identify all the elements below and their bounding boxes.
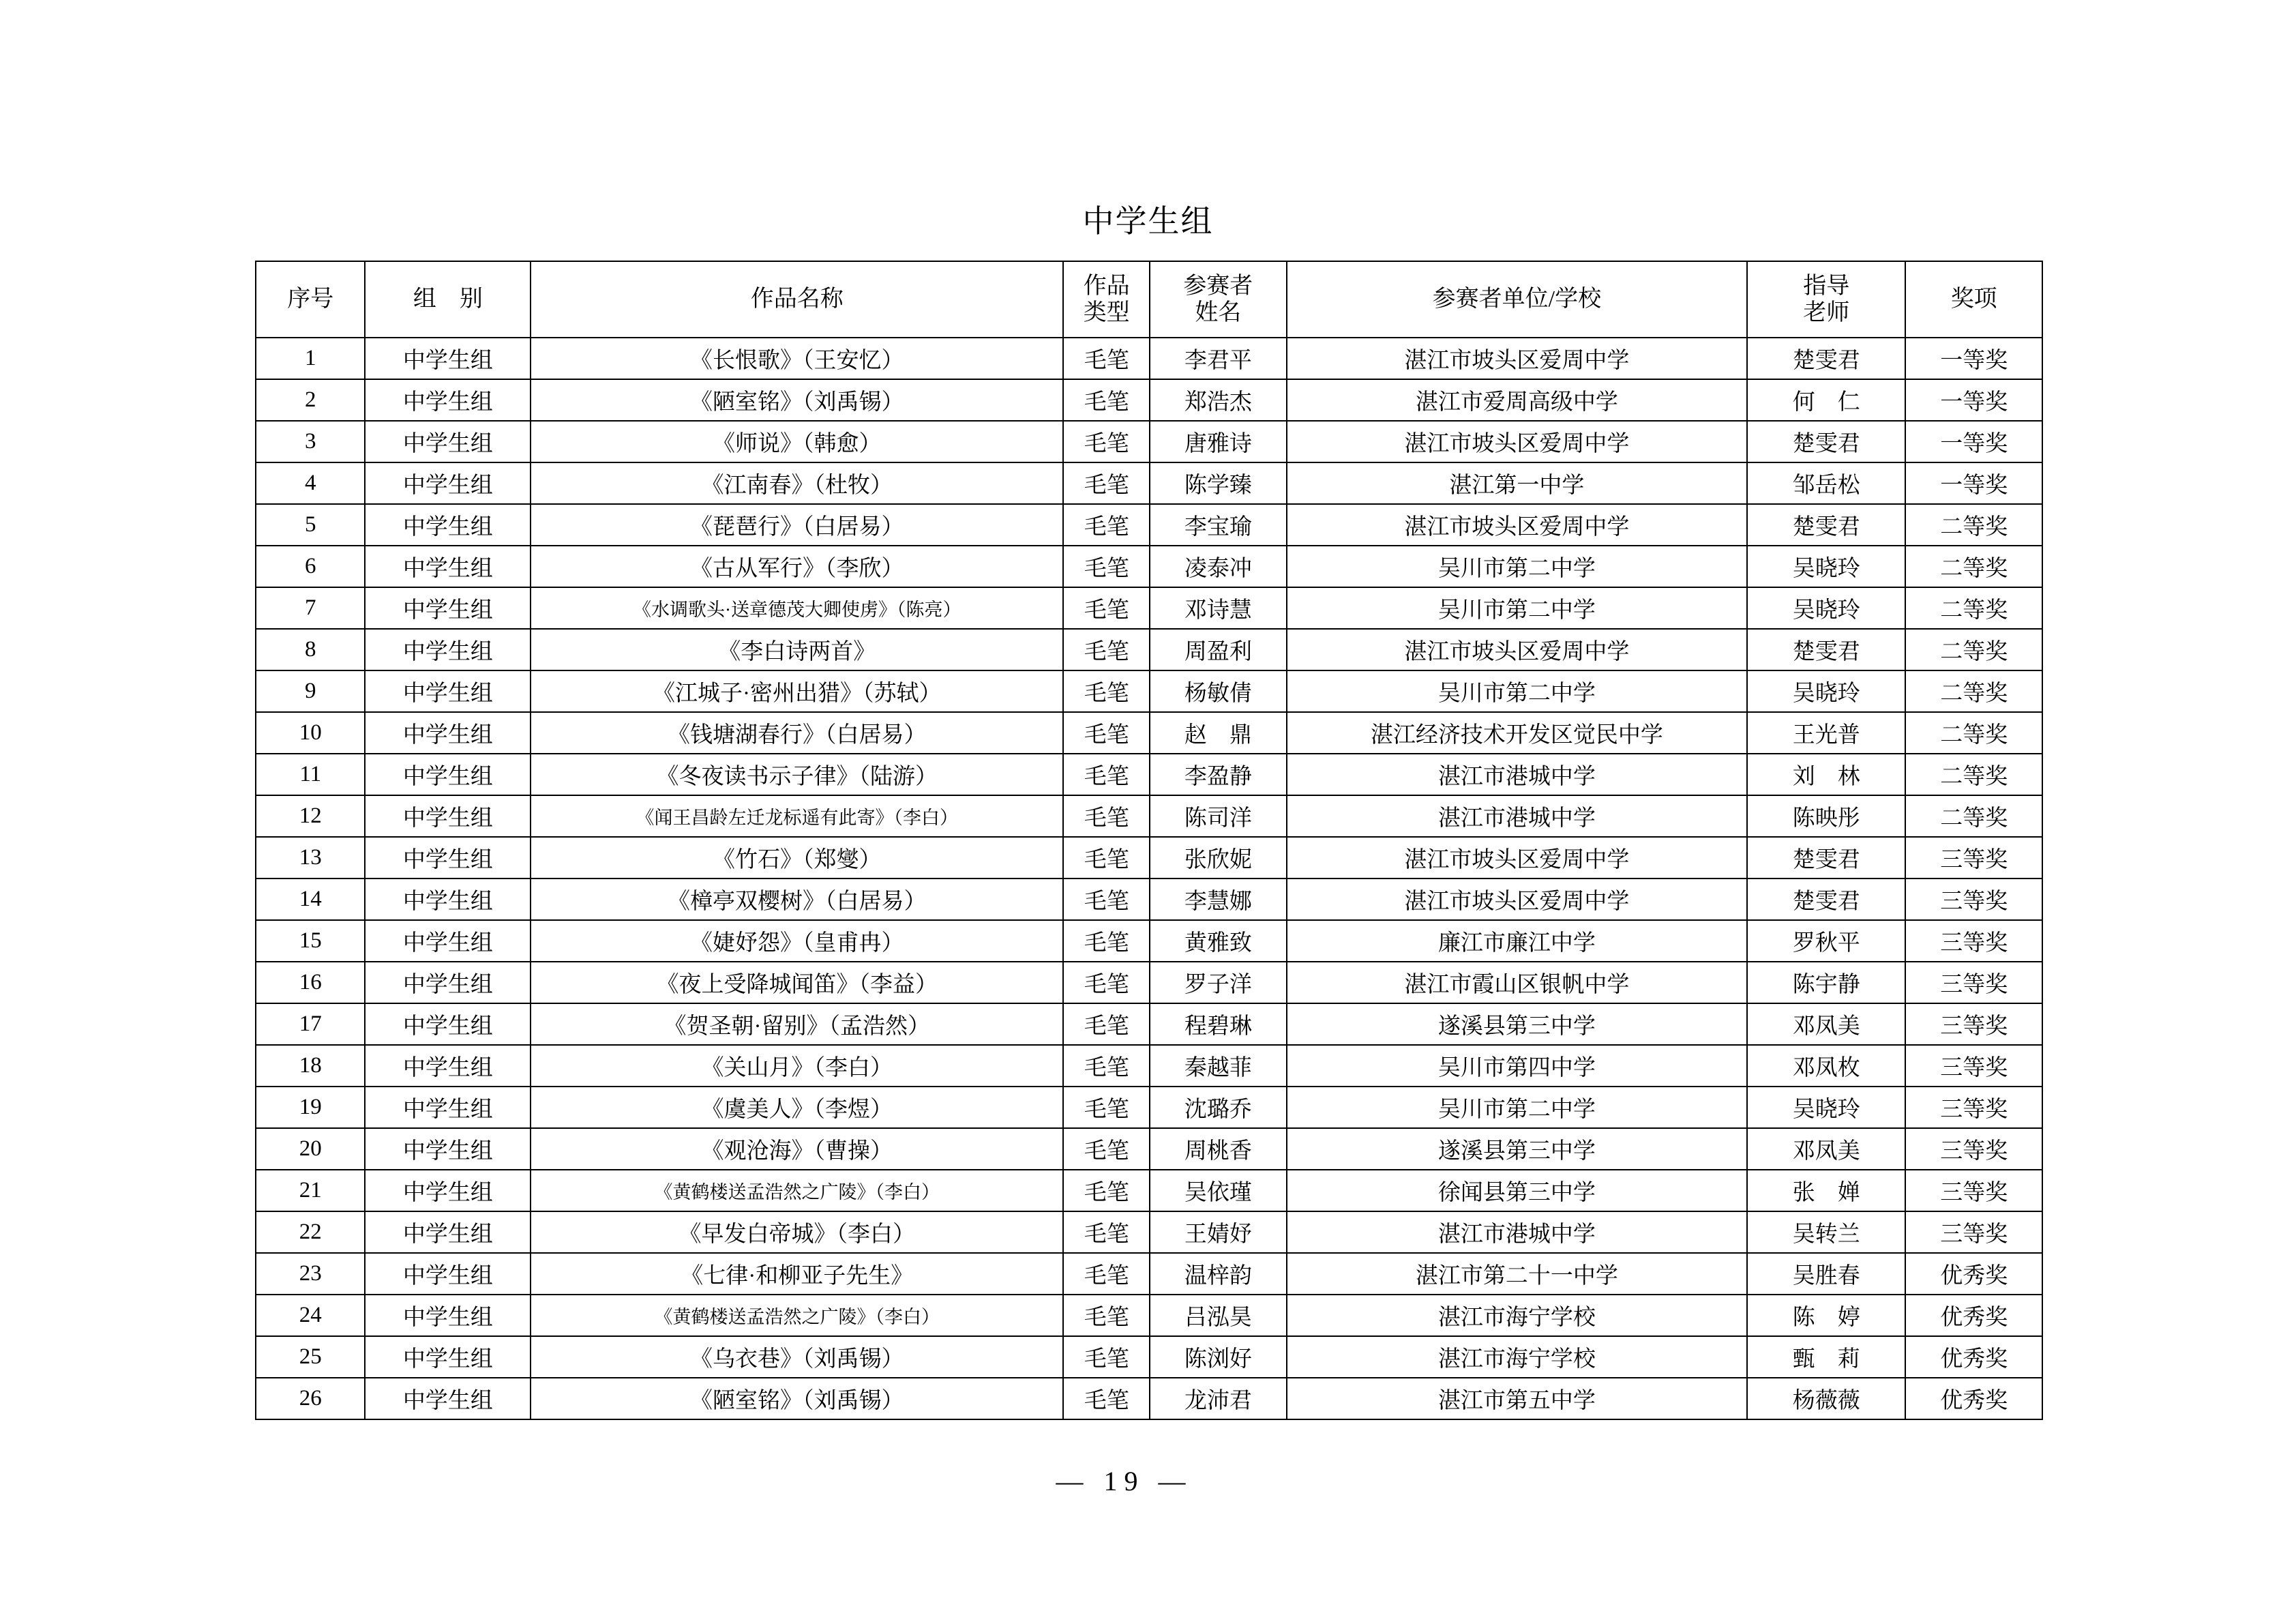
table-row (256, 962, 2042, 1003)
cell-index: 20 (256, 1128, 365, 1170)
cell-group: 中学生组 (365, 837, 531, 879)
table-row (256, 920, 2042, 962)
cell-award: 优秀奖 (1905, 1336, 2042, 1378)
cell-participant: 李宝瑜 (1150, 504, 1287, 546)
header-participant-line2: 姓名 (1195, 300, 1242, 325)
cell-organization: 湛江市第二十一中学 (1287, 1253, 1748, 1295)
cell-award: 优秀奖 (1905, 1295, 2042, 1336)
cell-group: 中学生组 (365, 712, 531, 754)
cell-work: 《樟亭双樱树》（白居易） (531, 879, 1063, 920)
table-row (256, 587, 2042, 629)
cell-index: 11 (256, 754, 365, 795)
table-header-row (256, 261, 2042, 338)
cell-group: 中学生组 (365, 504, 531, 546)
cell-participant: 杨敏倩 (1150, 670, 1287, 712)
cell-group: 中学生组 (365, 670, 531, 712)
cell-teacher: 甄 莉 (1747, 1336, 1905, 1378)
cell-award: 三等奖 (1905, 920, 2042, 962)
cell-work: 《陋室铭》（刘禹锡） (531, 379, 1063, 421)
cell-participant: 沈璐乔 (1150, 1087, 1287, 1128)
cell-teacher: 张 婵 (1747, 1170, 1905, 1211)
cell-organization: 湛江市港城中学 (1287, 1211, 1748, 1253)
cell-group: 中学生组 (365, 1170, 531, 1211)
cell-participant: 周盈利 (1150, 629, 1287, 670)
cell-organization: 湛江市坡头区爱周中学 (1287, 629, 1748, 670)
cell-work: 《古从军行》（李欣） (531, 546, 1063, 587)
cell-type: 毛笔 (1063, 962, 1150, 1003)
cell-type: 毛笔 (1063, 754, 1150, 795)
cell-group: 中学生组 (365, 379, 531, 421)
cell-participant: 程碧琳 (1150, 1003, 1287, 1045)
cell-work: 《早发白帝城》（李白） (531, 1211, 1063, 1253)
cell-participant: 张欣妮 (1150, 837, 1287, 879)
cell-index: 3 (256, 421, 365, 462)
cell-organization: 吴川市第四中学 (1287, 1045, 1748, 1087)
cell-participant: 陈浏好 (1150, 1336, 1287, 1378)
cell-participant: 吴依瑾 (1150, 1170, 1287, 1211)
cell-group: 中学生组 (365, 754, 531, 795)
header-type (1063, 261, 1150, 338)
cell-group: 中学生组 (365, 1045, 531, 1087)
cell-index: 18 (256, 1045, 365, 1087)
cell-type: 毛笔 (1063, 1170, 1150, 1211)
cell-work: 《长恨歌》（王安忆） (531, 338, 1063, 379)
page-number: — 19 — (1056, 1466, 1193, 1496)
cell-type: 毛笔 (1063, 879, 1150, 920)
header-type-line1: 作品 (1083, 273, 1130, 299)
cell-teacher: 邓凤美 (1747, 1003, 1905, 1045)
header-teacher-line2: 老师 (1803, 300, 1850, 325)
table-row (256, 546, 2042, 587)
cell-work: 《黄鹤楼送孟浩然之广陵》（李白） (531, 1295, 1063, 1336)
cell-teacher: 邓凤美 (1747, 1128, 1905, 1170)
cell-award: 一等奖 (1905, 338, 2042, 379)
cell-participant: 秦越菲 (1150, 1045, 1287, 1087)
cell-organization: 徐闻县第三中学 (1287, 1170, 1748, 1211)
cell-index: 1 (256, 338, 365, 379)
cell-organization: 遂溪县第三中学 (1287, 1128, 1748, 1170)
cell-organization: 湛江第一中学 (1287, 462, 1748, 504)
cell-type: 毛笔 (1063, 712, 1150, 754)
cell-participant: 邓诗慧 (1150, 587, 1287, 629)
cell-teacher: 楚雯君 (1747, 837, 1905, 879)
cell-work: 《七律·和柳亚子先生》 (531, 1253, 1063, 1295)
header-organization: 参赛者单位/学校 (1287, 261, 1748, 338)
cell-work: 《观沧海》（曹操） (531, 1128, 1063, 1170)
cell-award: 三等奖 (1905, 962, 2042, 1003)
cell-teacher: 楚雯君 (1747, 421, 1905, 462)
cell-organization: 湛江市爱周高级中学 (1287, 379, 1748, 421)
cell-work: 《李白诗两首》 (531, 629, 1063, 670)
cell-participant: 李君平 (1150, 338, 1287, 379)
cell-group: 中学生组 (365, 920, 531, 962)
cell-organization: 吴川市第二中学 (1287, 670, 1748, 712)
cell-group: 中学生组 (365, 1336, 531, 1378)
cell-participant: 赵 鼎 (1150, 712, 1287, 754)
cell-participant: 罗子洋 (1150, 962, 1287, 1003)
table-row (256, 754, 2042, 795)
cell-work: 《水调歌头·送章德茂大卿使虏》（陈亮） (531, 587, 1063, 629)
cell-type: 毛笔 (1063, 629, 1150, 670)
cell-index: 7 (256, 587, 365, 629)
table-row (256, 1003, 2042, 1045)
cell-teacher: 楚雯君 (1747, 338, 1905, 379)
cell-work: 《师说》（韩愈） (531, 421, 1063, 462)
cell-type: 毛笔 (1063, 1087, 1150, 1128)
cell-work: 《关山月》（李白） (531, 1045, 1063, 1087)
cell-index: 6 (256, 546, 365, 587)
cell-group: 中学生组 (365, 1295, 531, 1336)
cell-teacher: 楚雯君 (1747, 879, 1905, 920)
cell-group: 中学生组 (365, 1211, 531, 1253)
cell-work: 《夜上受降城闻笛》（李益） (531, 962, 1063, 1003)
cell-award: 二等奖 (1905, 712, 2042, 754)
cell-teacher: 吴晓玲 (1747, 1087, 1905, 1128)
cell-type: 毛笔 (1063, 795, 1150, 837)
cell-index: 22 (256, 1211, 365, 1253)
cell-teacher: 何 仁 (1747, 379, 1905, 421)
cell-group: 中学生组 (365, 795, 531, 837)
table-row (256, 629, 2042, 670)
cell-work: 《乌衣巷》（刘禹锡） (531, 1336, 1063, 1378)
table-row (256, 795, 2042, 837)
cell-type: 毛笔 (1063, 837, 1150, 879)
cell-index: 23 (256, 1253, 365, 1295)
cell-teacher: 刘 林 (1747, 754, 1905, 795)
cell-work: 《琵琶行》（白居易） (531, 504, 1063, 546)
cell-organization: 湛江市港城中学 (1287, 754, 1748, 795)
cell-participant: 郑浩杰 (1150, 379, 1287, 421)
cell-type: 毛笔 (1063, 1253, 1150, 1295)
cell-award: 一等奖 (1905, 379, 2042, 421)
cell-teacher: 罗秋平 (1747, 920, 1905, 962)
table-row (256, 462, 2042, 504)
cell-index: 14 (256, 879, 365, 920)
cell-work: 《江南春》（杜牧） (531, 462, 1063, 504)
table-row (256, 1170, 2042, 1211)
cell-type: 毛笔 (1063, 1128, 1150, 1170)
cell-type: 毛笔 (1063, 920, 1150, 962)
cell-participant: 陈司洋 (1150, 795, 1287, 837)
cell-index: 10 (256, 712, 365, 754)
cell-group: 中学生组 (365, 962, 531, 1003)
table-row (256, 379, 2042, 421)
cell-type: 毛笔 (1063, 338, 1150, 379)
header-participant-line1: 参赛者 (1183, 273, 1253, 299)
cell-index: 9 (256, 670, 365, 712)
cell-award: 二等奖 (1905, 587, 2042, 629)
cell-organization: 吴川市第二中学 (1287, 587, 1748, 629)
cell-organization: 湛江市坡头区爱周中学 (1287, 837, 1748, 879)
cell-type: 毛笔 (1063, 1378, 1150, 1419)
cell-organization: 湛江经济技术开发区觉民中学 (1287, 712, 1748, 754)
header-work: 作品名称 (531, 261, 1063, 338)
cell-group: 中学生组 (365, 1128, 531, 1170)
cell-participant: 凌泰冲 (1150, 546, 1287, 587)
cell-work: 《虞美人》（李煜） (531, 1087, 1063, 1128)
cell-organization: 湛江市坡头区爱周中学 (1287, 338, 1748, 379)
cell-award: 三等奖 (1905, 1045, 2042, 1087)
cell-teacher: 吴晓玲 (1747, 670, 1905, 712)
cell-organization: 湛江市坡头区爱周中学 (1287, 879, 1748, 920)
cell-group: 中学生组 (365, 587, 531, 629)
header-award: 奖项 (1905, 261, 2042, 338)
header-index: 序号 (256, 261, 365, 338)
cell-index: 16 (256, 962, 365, 1003)
cell-award: 三等奖 (1905, 1003, 2042, 1045)
cell-award: 优秀奖 (1905, 1378, 2042, 1419)
cell-award: 三等奖 (1905, 1211, 2042, 1253)
table-row (256, 338, 2042, 379)
table-row (256, 1295, 2042, 1336)
cell-index: 5 (256, 504, 365, 546)
cell-work: 《陋室铭》（刘禹锡） (531, 1378, 1063, 1419)
cell-organization: 廉江市廉江中学 (1287, 920, 1748, 962)
cell-organization: 湛江市霞山区银帆中学 (1287, 962, 1748, 1003)
cell-group: 中学生组 (365, 879, 531, 920)
cell-index: 13 (256, 837, 365, 879)
cell-award: 二等奖 (1905, 670, 2042, 712)
header-teacher (1747, 261, 1905, 338)
cell-award: 三等奖 (1905, 879, 2042, 920)
cell-participant: 龙沛君 (1150, 1378, 1287, 1419)
cell-participant: 陈学臻 (1150, 462, 1287, 504)
cell-organization: 湛江市港城中学 (1287, 795, 1748, 837)
cell-index: 24 (256, 1295, 365, 1336)
cell-group: 中学生组 (365, 338, 531, 379)
cell-group: 中学生组 (365, 629, 531, 670)
cell-index: 15 (256, 920, 365, 962)
cell-teacher: 吴晓玲 (1747, 546, 1905, 587)
cell-type: 毛笔 (1063, 1336, 1150, 1378)
cell-work: 《黄鹤楼送孟浩然之广陵》（李白） (531, 1170, 1063, 1211)
cell-type: 毛笔 (1063, 504, 1150, 546)
cell-type: 毛笔 (1063, 1045, 1150, 1087)
cell-group: 中学生组 (365, 462, 531, 504)
table-row (256, 421, 2042, 462)
cell-index: 4 (256, 462, 365, 504)
cell-organization: 湛江市坡头区爱周中学 (1287, 421, 1748, 462)
cell-organization: 湛江市坡头区爱周中学 (1287, 504, 1748, 546)
cell-award: 三等奖 (1905, 1170, 2042, 1211)
table-row (256, 504, 2042, 546)
table-row (256, 1211, 2042, 1253)
table-row (256, 1336, 2042, 1378)
header-type-line2: 类型 (1083, 300, 1130, 325)
cell-teacher: 楚雯君 (1747, 504, 1905, 546)
cell-type: 毛笔 (1063, 1003, 1150, 1045)
cell-index: 17 (256, 1003, 365, 1045)
cell-teacher: 陈宇静 (1747, 962, 1905, 1003)
cell-organization: 湛江市海宁学校 (1287, 1336, 1748, 1378)
cell-organization: 遂溪县第三中学 (1287, 1003, 1748, 1045)
header-participant (1150, 261, 1287, 338)
cell-index: 12 (256, 795, 365, 837)
award-list-table (255, 261, 2043, 1420)
cell-teacher: 楚雯君 (1747, 629, 1905, 670)
table-row (256, 1378, 2042, 1419)
cell-organization: 吴川市第二中学 (1287, 546, 1748, 587)
cell-work: 《贺圣朝·留别》（孟浩然） (531, 1003, 1063, 1045)
cell-index: 8 (256, 629, 365, 670)
cell-award: 二等奖 (1905, 629, 2042, 670)
cell-organization: 吴川市第二中学 (1287, 1087, 1748, 1128)
cell-participant: 李慧娜 (1150, 879, 1287, 920)
cell-teacher: 邓凤枚 (1747, 1045, 1905, 1087)
cell-index: 26 (256, 1378, 365, 1419)
cell-participant: 唐雅诗 (1150, 421, 1287, 462)
cell-index: 25 (256, 1336, 365, 1378)
cell-participant: 李盈静 (1150, 754, 1287, 795)
cell-work: 《闻王昌龄左迁龙标遥有此寄》（李白） (531, 795, 1063, 837)
cell-teacher: 杨薇薇 (1747, 1378, 1905, 1419)
cell-teacher: 吴转兰 (1747, 1211, 1905, 1253)
cell-participant: 黄雅致 (1150, 920, 1287, 962)
cell-organization: 湛江市第五中学 (1287, 1378, 1748, 1419)
header-group: 组 别 (365, 261, 531, 338)
cell-award: 一等奖 (1905, 421, 2042, 462)
cell-teacher: 陈 婷 (1747, 1295, 1905, 1336)
cell-type: 毛笔 (1063, 1295, 1150, 1336)
cell-group: 中学生组 (365, 1253, 531, 1295)
table-row (256, 1045, 2042, 1087)
cell-type: 毛笔 (1063, 1211, 1150, 1253)
cell-teacher: 邹岳松 (1747, 462, 1905, 504)
cell-group: 中学生组 (365, 1003, 531, 1045)
table-row (256, 837, 2042, 879)
cell-award: 优秀奖 (1905, 1253, 2042, 1295)
table-row (256, 670, 2042, 712)
cell-teacher: 陈映彤 (1747, 795, 1905, 837)
table-body (256, 338, 2042, 1419)
cell-type: 毛笔 (1063, 587, 1150, 629)
cell-work: 《婕妤怨》（皇甫冉） (531, 920, 1063, 962)
cell-type: 毛笔 (1063, 546, 1150, 587)
cell-type: 毛笔 (1063, 670, 1150, 712)
cell-teacher: 王光普 (1747, 712, 1905, 754)
cell-work: 《冬夜读书示子律》（陆游） (531, 754, 1063, 795)
cell-work: 《竹石》（郑燮） (531, 837, 1063, 879)
cell-type: 毛笔 (1063, 421, 1150, 462)
cell-award: 二等奖 (1905, 546, 2042, 587)
cell-award: 二等奖 (1905, 504, 2042, 546)
cell-award: 二等奖 (1905, 795, 2042, 837)
cell-index: 21 (256, 1170, 365, 1211)
table-row (256, 1253, 2042, 1295)
cell-organization: 湛江市海宁学校 (1287, 1295, 1748, 1336)
table-row (256, 712, 2042, 754)
cell-work: 《钱塘湖春行》（白居易） (531, 712, 1063, 754)
cell-group: 中学生组 (365, 546, 531, 587)
cell-participant: 周桃香 (1150, 1128, 1287, 1170)
cell-teacher: 吴胜春 (1747, 1253, 1905, 1295)
cell-participant: 温梓韵 (1150, 1253, 1287, 1295)
cell-participant: 吕泓昊 (1150, 1295, 1287, 1336)
table-row (256, 1087, 2042, 1128)
cell-award: 二等奖 (1905, 754, 2042, 795)
header-teacher-line1: 指导 (1803, 273, 1850, 299)
cell-teacher: 吴晓玲 (1747, 587, 1905, 629)
cell-group: 中学生组 (365, 421, 531, 462)
cell-work: 《江城子·密州出猎》（苏轼） (531, 670, 1063, 712)
cell-index: 2 (256, 379, 365, 421)
cell-index: 19 (256, 1087, 365, 1128)
cell-award: 一等奖 (1905, 462, 2042, 504)
table-row (256, 879, 2042, 920)
cell-award: 三等奖 (1905, 837, 2042, 879)
cell-group: 中学生组 (365, 1378, 531, 1419)
page-title: 中学生组 (1082, 203, 1214, 239)
cell-group: 中学生组 (365, 1087, 531, 1128)
cell-type: 毛笔 (1063, 379, 1150, 421)
table-row (256, 1128, 2042, 1170)
cell-participant: 王婧妤 (1150, 1211, 1287, 1253)
cell-type: 毛笔 (1063, 462, 1150, 504)
cell-award: 三等奖 (1905, 1128, 2042, 1170)
cell-award: 三等奖 (1905, 1087, 2042, 1128)
